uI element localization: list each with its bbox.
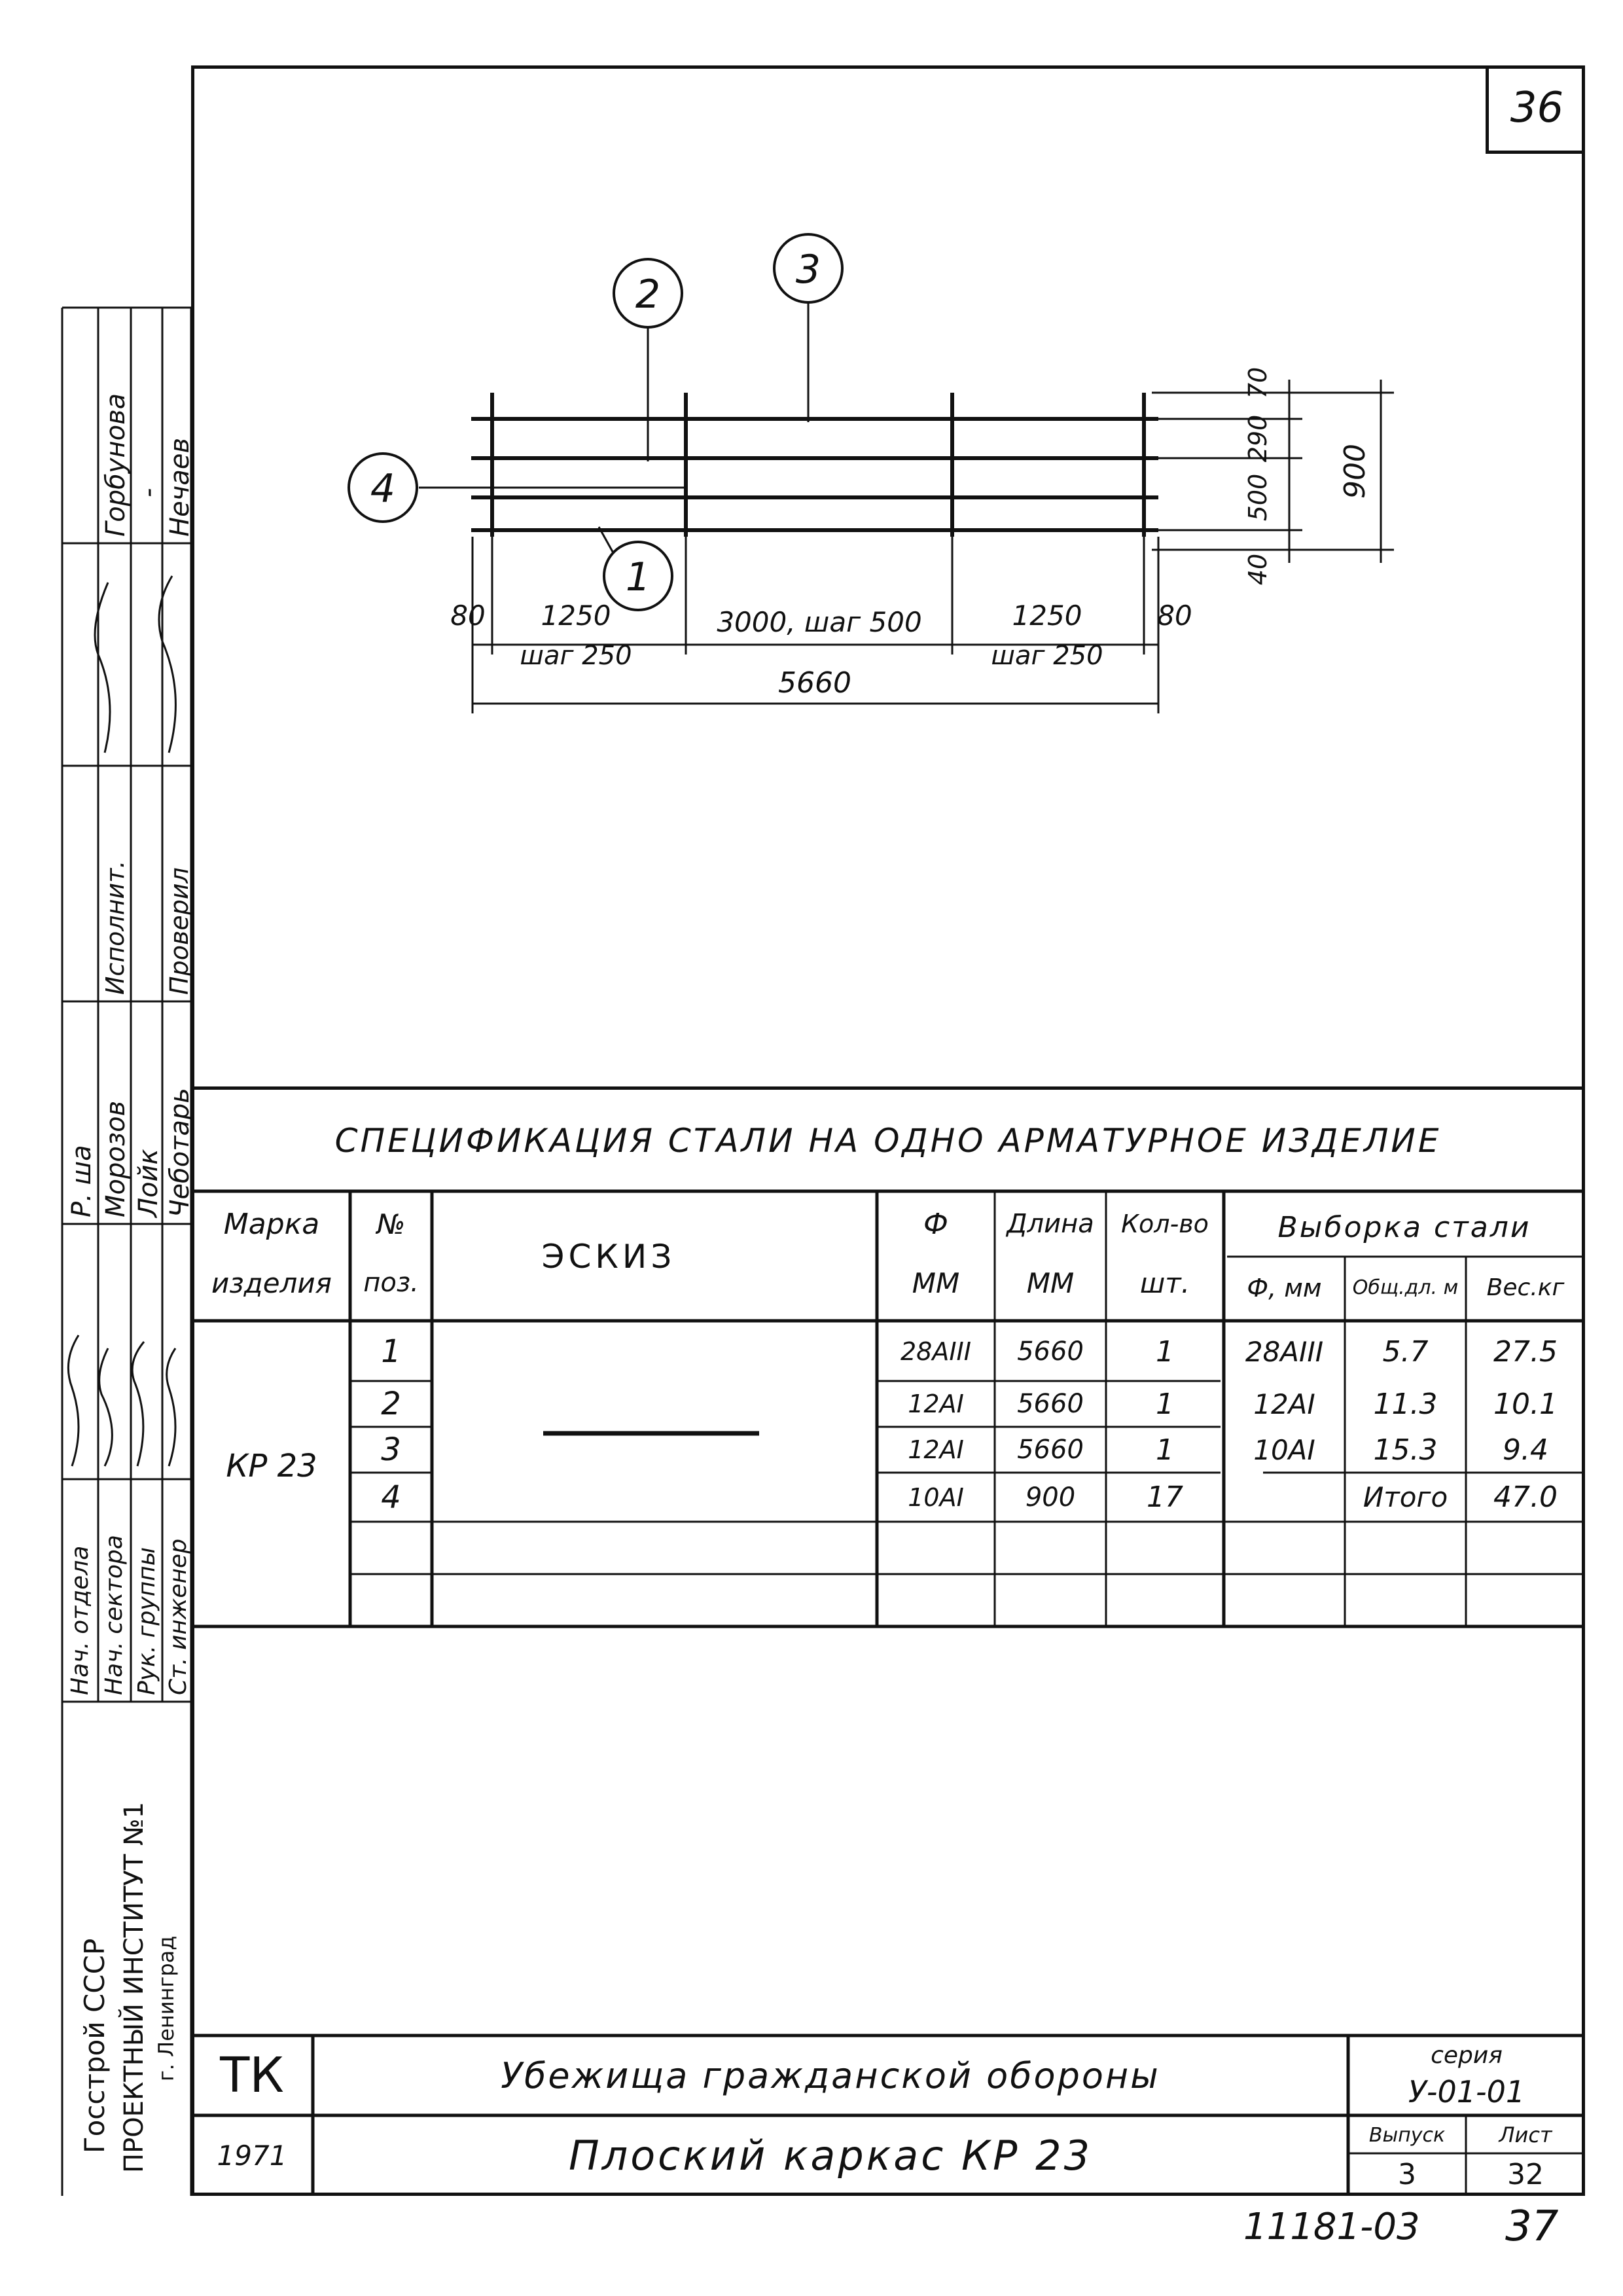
org-line-2: ПРОЕКТНЫЙ ИНСТИТУТ №1 — [119, 1801, 149, 2173]
side-name2-1: Горбунова — [101, 393, 131, 537]
hdr-dia-1: Ф — [923, 1207, 948, 1241]
side-name-2: Морозов — [101, 1100, 131, 1217]
dim-left-span: 1250 — [541, 600, 611, 632]
row-4-qty: 17 — [1147, 1480, 1183, 1514]
side-name-3: Лойк — [134, 1149, 164, 1217]
sel-3-wt: 9.4 — [1503, 1433, 1548, 1467]
sel-1-len: 5.7 — [1382, 1335, 1429, 1369]
row-4-dia: 10АI — [908, 1482, 964, 1512]
hdr-sel-dia: Ф, мм — [1247, 1273, 1322, 1302]
callout-4: 4 — [370, 466, 396, 512]
side-name2-2: - — [134, 488, 164, 497]
side-role2-2: Проверил — [165, 867, 194, 995]
callout-1: 1 — [625, 554, 651, 600]
sel-2-len: 11.3 — [1373, 1387, 1438, 1421]
dim-right-end: 80 — [1157, 600, 1192, 632]
year: 1971 — [217, 2140, 287, 2172]
dim-right-span: 1250 — [1012, 600, 1082, 632]
row-1-qty: 1 — [1156, 1335, 1174, 1369]
hdr-mark-2: изделия — [211, 1266, 332, 1299]
dim-v-top: 70 — [1243, 367, 1272, 399]
project-title: Убежища гражданской обороны — [501, 2054, 1160, 2096]
row-3-pos: 3 — [381, 1431, 401, 1468]
series-value: У-01-01 — [1408, 2074, 1525, 2109]
hdr-qty-2: шт. — [1139, 1266, 1190, 1299]
issue-value: 3 — [1398, 2157, 1416, 2191]
issue-label: Выпуск — [1368, 2123, 1446, 2147]
row-1-pos: 1 — [381, 1333, 401, 1370]
product-mark: КР 23 — [226, 1448, 317, 1484]
side-role-3: Рук. группы — [134, 1547, 160, 1695]
side-role-1: Нач. отдела — [67, 1545, 94, 1695]
row-4-len: 900 — [1025, 1482, 1076, 1513]
hdr-qty-1: Кол-во — [1121, 1210, 1209, 1238]
sel-2-dia: 12АI — [1253, 1388, 1315, 1420]
row-1-dia: 28АIII — [901, 1337, 971, 1366]
hdr-selection: Выборка стали — [1277, 1210, 1531, 1244]
row-2-pos: 2 — [381, 1386, 401, 1422]
side-role2-1: Исполнит. — [101, 860, 130, 995]
dim-left-end: 80 — [450, 600, 486, 632]
side-name-1: Р. ша — [67, 1145, 97, 1217]
side-role-4: Ст. инженер — [165, 1538, 192, 1695]
row-3-len: 5660 — [1017, 1435, 1084, 1465]
dim-v-third: 500 — [1243, 473, 1272, 522]
hdr-len-1: Длина — [1007, 1209, 1094, 1239]
sel-1-dia: 28АIII — [1245, 1335, 1324, 1368]
sel-3-dia: 10АI — [1253, 1433, 1315, 1466]
hdr-dia-2: ММ — [912, 1266, 960, 1299]
dim-v-second: 290 — [1243, 414, 1272, 463]
spec-title: СПЕЦИФИКАЦИЯ СТАЛИ НА ОДНО АРМАТУРНОЕ ИЗДЕЛИЕ — [334, 1121, 1442, 1160]
row-2-len: 5660 — [1017, 1389, 1084, 1419]
total-label: Итого — [1363, 1481, 1448, 1513]
row-2-dia: 12АI — [908, 1390, 964, 1418]
sheet-title: Плоский каркас КР 23 — [568, 2132, 1093, 2179]
org-line-3: г. Ленинград — [154, 1935, 179, 2081]
org-line-1: Госстрой СССР — [79, 1938, 111, 2153]
sel-2-wt: 10.1 — [1493, 1387, 1558, 1421]
side-role-2: Нач. сектора — [101, 1535, 128, 1695]
hdr-pos-1: № — [376, 1208, 406, 1240]
hdr-len-2: ММ — [1026, 1266, 1075, 1299]
sheet-value: 32 — [1507, 2157, 1544, 2191]
total-value: 47.0 — [1493, 1480, 1558, 1514]
row-2-qty: 1 — [1156, 1387, 1174, 1421]
bottom-page: 37 — [1505, 2202, 1559, 2251]
row-4-pos: 4 — [381, 1479, 401, 1516]
hdr-sketch: ЭСКИЗ — [541, 1238, 676, 1276]
bottom-code: 11181-03 — [1243, 2206, 1420, 2248]
sheet-label: Лист — [1499, 2123, 1552, 2147]
row-1-len: 5660 — [1017, 1336, 1084, 1367]
callout-3: 3 — [795, 247, 821, 293]
dim-v-bottom: 40 — [1243, 553, 1272, 586]
corner-number: 36 — [1510, 84, 1564, 132]
dim-left-step: шаг 250 — [520, 641, 632, 671]
hdr-sel-wt: Вес.кг — [1486, 1274, 1565, 1301]
row-3-dia: 12АI — [908, 1435, 964, 1464]
side-name-4: Чеботарь — [165, 1088, 195, 1217]
hdr-mark-1: Марка — [223, 1207, 320, 1241]
hdr-pos-2: поз. — [363, 1268, 419, 1298]
row-3-qty: 1 — [1156, 1433, 1174, 1467]
sel-1-wt: 27.5 — [1493, 1335, 1558, 1369]
dim-mid-span: 3000, шаг 500 — [717, 606, 922, 638]
series-label: серия — [1431, 2041, 1503, 2069]
hdr-sel-len: Общ.дл. м — [1352, 1276, 1459, 1299]
dim-right-step: шаг 250 — [991, 641, 1103, 671]
side-name2-3: Нечаев — [165, 437, 195, 537]
dim-total: 5660 — [778, 666, 851, 700]
tk-label: ТК — [220, 2047, 284, 2104]
sel-3-len: 15.3 — [1373, 1433, 1438, 1467]
dim-v-total: 900 — [1338, 444, 1372, 499]
callout-2: 2 — [635, 272, 661, 317]
